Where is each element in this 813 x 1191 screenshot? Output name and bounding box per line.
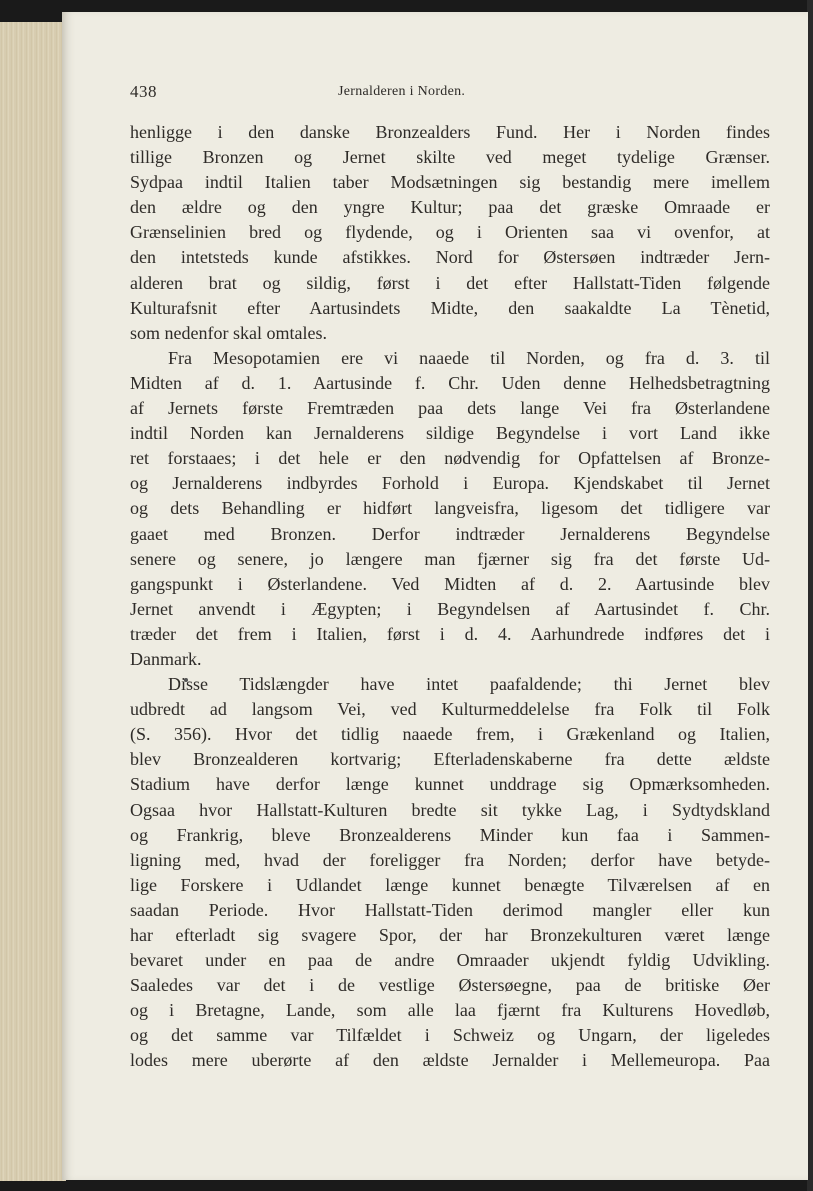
text-line: ret forstaaes; i det hele er den nødvendig for Opfattelsen af Bronze- (130, 448, 770, 469)
text-line: tillige Bronzen og Jernet skilte ved meget tydelige Grænser. (130, 147, 770, 168)
text-line: saadan Periode. Hvor Hallstatt-Tiden derimod mangler eller kun (130, 899, 770, 920)
text-line: Stadium have derfor længe kunnet unddrage sig Opmærksomheden. (130, 774, 770, 795)
text-line: Jernet anvendt i Ægypten; i Begyndelsen af Aartusindet f. Chr. (130, 598, 770, 619)
text-line: Kulturafsnit efter Aartusindets Midte, den saakaldte La Tènetid, (130, 297, 770, 318)
text-line: lodes mere uberørte af den ældste Jernalder i Mellemeuropa. Paa (130, 1050, 770, 1071)
book-page-edges (0, 22, 66, 1181)
text-line: senere og senere, jo længere man fjærner sig fra det første Ud- (130, 548, 770, 569)
text-line: som nedenfor skal omtales. (130, 322, 327, 343)
text-line: gaaet med Bronzen. Derfor indtræder Jernalderens Begyndelse (130, 523, 770, 544)
text-line: gangspunkt i Østerlandene. Ved Midten af d. 2. Aartusinde blev (130, 573, 770, 594)
page-number: 438 (130, 82, 157, 101)
text-line: udbredt ad langsom Vei, ved Kulturmeddelelse fra Folk til Folk (130, 699, 770, 720)
text-line: og Jernalderens indbyrdes Forhold i Europa. Kjendskabet til Jernet (130, 473, 770, 494)
text-line: og det samme var Tilfældet i Schweiz og Ungarn, der ligeledes (130, 1025, 770, 1046)
running-header (130, 82, 770, 108)
text-line: Danmark. (130, 648, 202, 669)
text-line: den intetsteds kunde afstikkes. Nord for Østersøen indtræder Jern- (130, 247, 770, 268)
text-line: blev Bronzealderen kortvarig; Efterladenskaberne fra dette ældste (130, 749, 770, 770)
text-line: træder det frem i Italien, først i d. 4. Aarhundrede indføres det i (130, 623, 770, 644)
text-line: og Frankrig, bleve Bronzealderens Minder kun faa i Sammen- (130, 824, 770, 845)
text-line: lige Forskere i Udlandet længe kunnet benægte Tilværelsen af en (130, 874, 770, 895)
text-line: Disse Tidslængder have intet paafaldende; thi Jernet blev (168, 674, 770, 695)
text-line: (S. 356). Hvor det tidlig naaede frem, i Grækenland og Italien, (130, 724, 770, 745)
text-line: den ældre og den yngre Kultur; paa det græske Omraade er (130, 197, 770, 218)
text-line: og dets Behandling er hidført langveisfra, ligesom det tidligere var (130, 498, 770, 519)
text-line: indtil Norden kan Jernalderens sildige Begyndelse i vort Land ikke (130, 423, 770, 444)
text-line: og i Bretagne, Lande, som alle laa fjærnt fra Kulturens Hovedløb, (130, 1000, 770, 1021)
text-line: Ogsaa hvor Hallstatt-Kulturen bredte sit tykke Lag, i Sydtydskland (130, 799, 770, 820)
text-line: Fra Mesopotamien ere vi naaede til Norden, og fra d. 3. til (168, 347, 770, 368)
text-line: Grænselinien bred og flydende, og i Orienten saa vi ovenfor, at (130, 222, 770, 243)
text-line: Midten af d. 1. Aartusinde f. Chr. Uden denne Helhedsbetragtning (130, 372, 770, 393)
running-title: Jernalderen i Norden. (338, 84, 466, 99)
text-line: Sydpaa indtil Italien taber Modsætningen sig bestandig mere imellem (130, 172, 770, 193)
body-text (130, 120, 770, 1074)
text-line: bevaret under en paa de andre Omraader ukjendt fyldig Udvikling. (130, 950, 770, 971)
text-line: Saaledes var det i de vestlige Østersøegne, paa de britiske Øer (130, 975, 770, 996)
text-line: har efterladt sig svagere Spor, der har Bronzekulturen været længe (130, 925, 770, 945)
text-line: ligning med, hvad der foreligger fra Norden; derfor have betyde- (130, 849, 770, 870)
text-line: af Jernets første Fremtræden paa dets lange Vei fra Østerlandene (130, 398, 770, 419)
text-line: alderen brat og sildig, først i det efter Hallstatt-Tiden følgende (130, 272, 770, 293)
text-line: henligge i den danske Bronzealders Fund. Her i Norden findes (130, 122, 770, 142)
